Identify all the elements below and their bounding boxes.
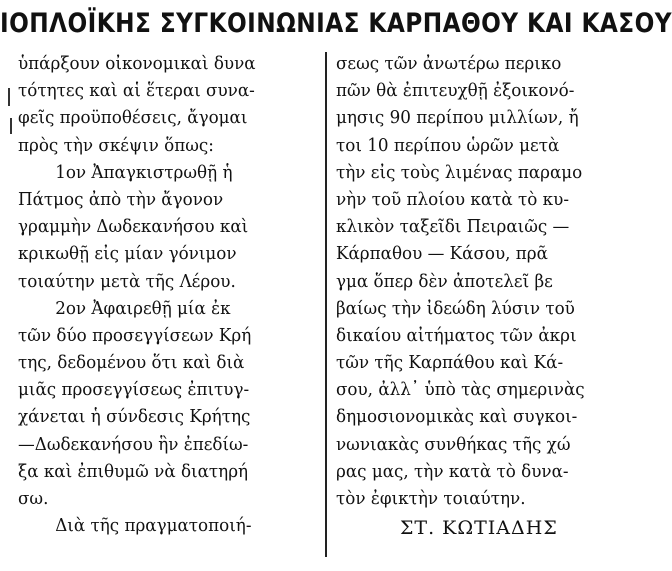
text-line: 1ον Ἀπαγκιστρωθῇ ἡ — [55, 161, 233, 183]
text-line: ὑπάρξουν οἰκονομικαὶ δυνα — [18, 53, 256, 74]
text-line: νωνιακὰς συνθήκας τῆς χώ — [336, 433, 571, 455]
text-line: πῶν θὰ ἐπιτευχθῇ ἐξοικονό- — [336, 80, 575, 102]
text-line: Διὰ τῆς πραγματοποιή- — [55, 515, 252, 537]
text-line: τότητες καὶ αἱ ἕτεραι συνα- — [18, 80, 255, 102]
text-line: μησις 90 περίπου μιλλίων, ἤ — [336, 107, 579, 129]
text-line: ξα καὶ ἐπιθυμῶ νὰ διατηρή — [18, 460, 249, 482]
right-column — [336, 50, 626, 544]
text-line: χάνεται ἡ σύνδεσις Κρήτης — [18, 406, 251, 428]
text-line: Πάτμος ἀπὸ τὴν ἄγονον — [18, 188, 224, 210]
text-line: Κάρπαθου — Κάσου, πρᾶ — [336, 243, 548, 265]
text-line: τῶν τῆς Καρπάθου καὶ Κά- — [336, 352, 564, 374]
text-line: τοιαύτην μετὰ τῆς Λέρου. — [18, 270, 236, 292]
text-line: τοι 10 περίπου ὡρῶν μετὰ — [336, 134, 560, 156]
text-line: δημοσιονομικὰς καὶ συγκοι- — [336, 406, 578, 428]
text-line: βαίως τὴν ἰδεώδη λύσιν τοῦ — [336, 297, 575, 319]
text-line: ρας μας, τὴν κατὰ τὸ δυνα- — [336, 460, 569, 482]
text-line: νὴν τοῦ πλοίου κατὰ τὸ κυ- — [336, 188, 569, 210]
text-line: σω. — [18, 488, 49, 509]
text-line: 2ον Ἀφαιρεθῇ μία ἐκ — [55, 297, 231, 319]
column-divider — [325, 52, 327, 557]
text-line: γμα ὅπερ δὲν ἀποτελεῖ βε — [336, 270, 553, 292]
text-line: τὸν ἐφικτὴν τοιαύτην. — [336, 488, 526, 509]
text-line: —Δωδεκανήσου ἣν ἐπεδίω- — [18, 433, 249, 455]
text-line: κρικωθῇ εἰς μίαν γόνιμον — [18, 243, 237, 265]
text-line: της, δεδομένου ὅτι καὶ διὰ — [18, 352, 245, 374]
text-line: κλικὸν ταξεῖδι Πειραιῶς — — [336, 216, 570, 238]
text-line: σεως τῶν ἀνωτέρω περικο — [336, 53, 562, 74]
headline: ΙΟΠΛΟΪΚΗΣ ΣΥΓΚΟΙΝΩΝΙΑΣ ΚΑΡΠΑΘΟΥ ΚΑΙ ΚΑΣΟΥ — [0, 8, 672, 39]
text-line: τῶν δύο προσεγγίσεων Κρή — [18, 324, 252, 346]
text-line: γραμμὴν Δωδεκανήσου καὶ — [18, 216, 249, 238]
text-line: τὴν εἰς τοὺς λιμένας παραμο — [336, 161, 583, 183]
margin-mark — [10, 118, 12, 134]
text-line: φεῖς προϋποθέσεις, ἄγομαι — [18, 107, 248, 129]
margin-mark — [8, 88, 10, 106]
text-line: σου, ἀλλ᾽ ὑπὸ τὰς σημερινὰς — [336, 379, 585, 401]
author-signature: ΣΤ. ΚΩΤΙΑΔΗΣ — [400, 517, 558, 540]
text-line: μιᾶς προσεγγίσεως ἐπιτυγ- — [18, 379, 250, 401]
text-line: πρὸς τὴν σκέψιν ὅπως: — [18, 134, 214, 156]
left-column — [18, 50, 318, 539]
text-line: δικαίου αἰτήματος τῶν ἀκρι — [336, 324, 577, 346]
